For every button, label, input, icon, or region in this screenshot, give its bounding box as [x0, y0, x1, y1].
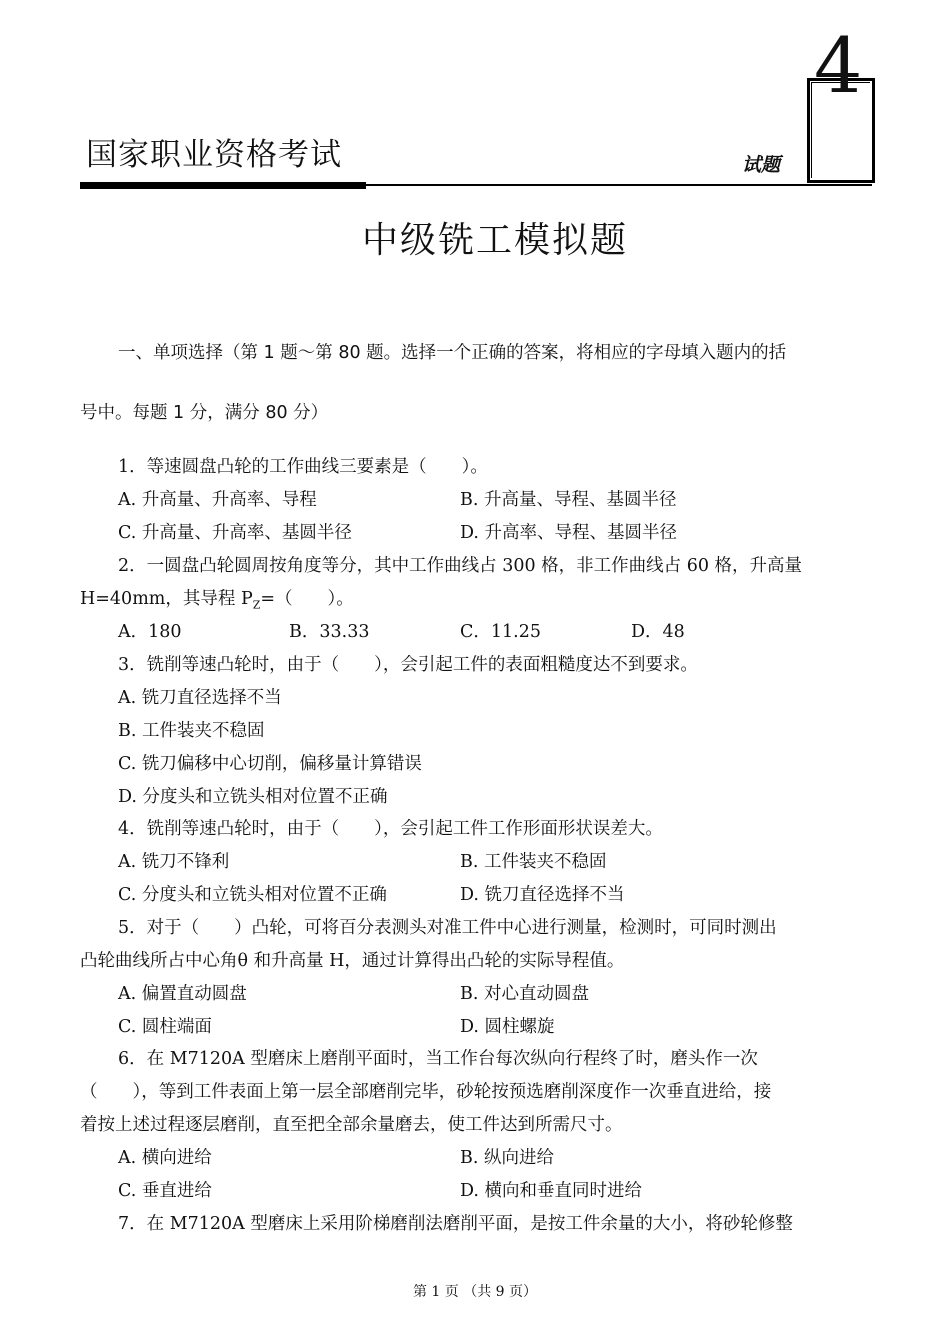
q6-option-a: A. 横向进给: [118, 1148, 212, 1168]
q2-option-d: D．48: [631, 622, 685, 642]
q6-stem-line3: 着按上述过程逐层磨削，直至把全部余量磨去，使工件达到所需尺寸。: [80, 1115, 623, 1135]
q2-option-b: B．33.33: [289, 622, 370, 642]
q4-option-c: C. 分度头和立铣头相对位置不正确: [118, 885, 387, 905]
q5-option-c: C. 圆柱端面: [118, 1017, 212, 1037]
q3-option-b: B. 工件装夹不稳固: [118, 721, 265, 741]
exam-name: 国家职业资格考试: [86, 137, 342, 173]
section-heading-line2: 号中。每题 1 分，满分 80 分）: [80, 403, 329, 423]
q5-option-d: D. 圆柱螺旋: [460, 1017, 555, 1037]
q6-stem-line2: （ ），等到工件表面上第一层全部磨削完毕，砂轮按预选磨削深度作一次垂直进给，接: [80, 1082, 772, 1102]
q4-stem: 4．铣削等速凸轮时，由于（ ），会引起工件工作形面形状误差大。: [118, 819, 663, 839]
q6-option-b: B. 纵向进给: [460, 1148, 554, 1168]
q6-option-c: C. 垂直进给: [118, 1181, 212, 1201]
q1-option-d: D. 升高率、导程、基圆半径: [460, 523, 678, 543]
page-number: 第 1 页 （共 9 页）: [412, 1284, 538, 1300]
q2-option-a: A．180: [118, 622, 182, 642]
q1-stem: 1．等速圆盘凸轮的工作曲线三要素是（ ）。: [118, 457, 488, 477]
q4-option-b: B. 工件装夹不稳固: [460, 852, 607, 872]
q4-option-d: D. 铣刀直径选择不当: [460, 885, 625, 905]
q7-stem-line1: 7．在 M7120A 型磨床上采用阶梯磨削法磨削平面，是按工件余量的大小，将砂轮修整: [118, 1214, 793, 1234]
q3-stem: 3．铣削等速凸轮时，由于（ ），会引起工件的表面粗糙度达不到要求。: [118, 655, 698, 675]
q3-option-d: D. 分度头和立铣头相对位置不正确: [118, 787, 388, 807]
q1-option-c: C. 升高量、升高率、基圆半径: [118, 523, 352, 543]
section-heading-line1: 一、单项选择（第 1 题～第 80 题。选择一个正确的答案，将相应的字母填入题内的括: [118, 343, 787, 363]
q3-option-a: A. 铣刀直径选择不当: [118, 688, 282, 708]
document-title: 中级铣工模拟题: [361, 220, 628, 261]
q4-option-a: A. 铣刀不锋利: [118, 852, 230, 872]
q5-option-a: A. 偏置直动圆盘: [118, 984, 247, 1004]
q2-option-c: C．11.25: [460, 622, 541, 642]
q3-option-c: C. 铣刀偏移中心切削，偏移量计算错误: [118, 754, 422, 774]
header-thick-rule: [80, 182, 366, 189]
q5-stem-line1: 5．对于（ ）凸轮，可将百分表测头对准工件中心进行测量，检测时，可同时测出: [118, 918, 777, 938]
q2-stem-line1: 2．一圆盘凸轮圆周按角度等分，其中工作曲线占 300 格，非工作曲线占 60 格，升高量: [118, 556, 803, 576]
header-label: 试题: [742, 154, 781, 176]
q2-stem-line2: H=40mm，其导程 $P_Z=$（ ）。: [80, 589, 354, 612]
q6-option-d: D. 横向和垂直同时进给: [460, 1181, 643, 1201]
q1-option-b: B. 升高量、导程、基圆半径: [460, 490, 677, 510]
q1-option-a: A. 升高量、升高率、导程: [118, 490, 317, 510]
paper-number: 4: [814, 21, 863, 110]
q6-stem-line1: 6．在 M7120A 型磨床上磨削平面时，当工作台每次纵向行程终了时，磨头作一次: [118, 1049, 758, 1069]
q5-stem-line2: 凸轮曲线所占中心角θ 和升高量 H，通过计算得出凸轮的实际导程值。: [80, 951, 625, 971]
q5-option-b: B. 对心直动圆盘: [460, 984, 589, 1004]
header-thin-rule: [366, 184, 872, 186]
